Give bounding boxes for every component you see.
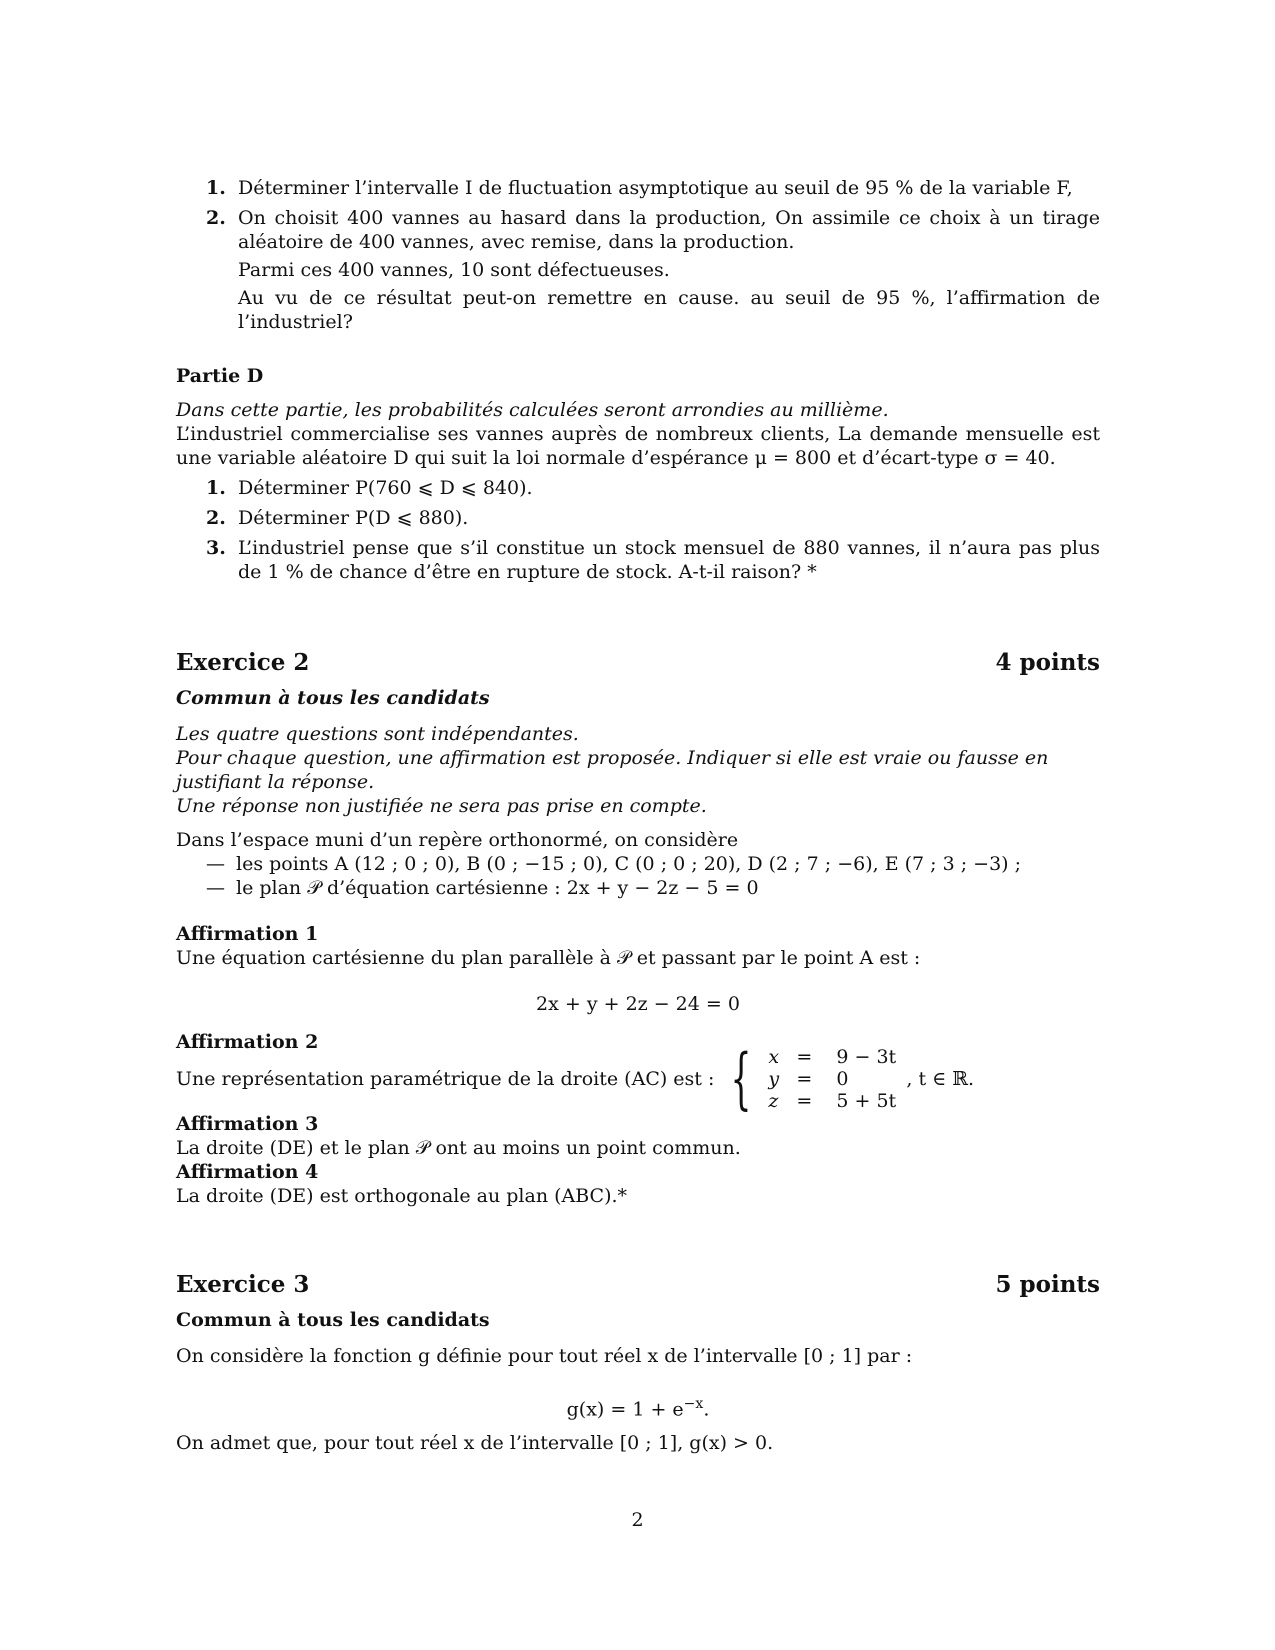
exercise-3-line-2: On admet que, pour tout réel x de l’intervalle [0 ; 1], g(x) > 0. [176,1432,774,1455]
system-value: 9 − 3t [836,1046,897,1068]
partD-item-2 [176,506,1100,530]
instructions [176,722,1100,818]
equation-end: . [703,1398,710,1421]
item-text: Déterminer P(760 ⩽ D ⩽ 840). [238,477,533,499]
item-text: Déterminer l’intervalle I de fluctuation asymptotique au seuil de 95 % de la variable F, [238,177,1073,199]
item-number: 1. [206,177,226,199]
system-var: x [768,1046,780,1068]
partD-item-3 [176,536,1100,584]
exercise-2-header [176,648,1100,678]
exercise-title: Exercice 2 [176,649,310,676]
bullet-points [176,852,1100,876]
parametric-system [768,1046,906,1112]
item-number: 2. [206,507,226,529]
affirmation-1-text: Une équation cartésienne du plan parallèle à 𝒫 et passant par le point A est : [176,947,921,969]
affirmation-2-title: Affirmation 2 [176,1031,319,1053]
exercise-3-line-1: On considère la fonction g définie pour tout réel x de l’intervalle [0 ; 1] par : [176,1345,913,1367]
system-var: y [768,1068,780,1090]
system-suffix: , t ∈ ℝ. [906,1068,975,1090]
system-var: z [768,1090,779,1112]
bullet-text: les points A (12 ; 0 ; 0), B (0 ; −15 ; 0), C (0 ; 0 ; 20), D (2 ; 7 ; −6), E (7 ; 3 ; −3) ; [236,853,1022,875]
partC-item-1 [176,176,1100,200]
dash-mark: — [206,877,225,899]
page-number: 2 [631,1509,644,1531]
item-text: Déterminer P(D ⩽ 880). [238,507,469,529]
system-eq: = [796,1068,813,1090]
bullet-text: le plan 𝒫 d’équation cartésienne : 2x + y − 2z − 5 = 0 [236,877,759,899]
partD-item-1 [176,476,1100,500]
exercise-points: 5 points [995,1271,1100,1298]
partD-title: Partie D [176,365,264,387]
partC-item-2 [176,206,1100,334]
affirmation-3-title: Affirmation 3 [176,1113,319,1135]
item-number: 1. [206,477,226,499]
dash-mark: — [206,853,225,875]
instruction-line: Les quatre questions sont indépendantes. [176,723,579,745]
system-value: 0 [836,1068,849,1090]
equation-body: g(x) = 1 + e [566,1398,684,1421]
instruction-line: Pour chaque question, une affirmation est proposée. Indiquer si elle est vraie ou fausse en justifiant la réponse. [176,747,1049,793]
page-content [176,176,1100,1455]
affirmation-2-text: Une représentation paramétrique de la droite (AC) est : [176,1068,715,1090]
affirmation-1-title: Affirmation 1 [176,923,319,945]
system-eq: = [796,1090,813,1112]
system-value: 5 + 5t [836,1090,897,1112]
exercise-3-subtitle: Commun à tous les candidats [176,1309,490,1331]
system-eq: = [796,1046,813,1068]
exercise-3-header [176,1270,1100,1300]
exercise-points: 4 points [995,649,1100,676]
item-text: Au vu de ce résultat peut-on remettre en cause. au seuil de 95 %, l’affirmation de l’industriel? [238,287,1100,333]
exercise-2-subtitle: Commun à tous les candidats [176,687,490,709]
item-text: L’industriel pense que s’il constitue un stock mensuel de 880 vannes, il n’aura pas plus de 1 % de chance d’être en rupture de stock. A-t-il raison? * [238,537,1100,583]
item-text: Parmi ces 400 vannes, 10 sont défectueuses. [238,259,670,281]
exercise-title: Exercice 3 [176,1271,310,1298]
affirmation-4-title: Affirmation 4 [176,1161,319,1183]
partD-intro-italic: Dans cette partie, les probabilités calculées seront arrondies au millième. [176,399,889,421]
bullet-plane [176,876,1100,900]
item-number: 3. [206,537,226,559]
brace-symbol: { [730,1040,752,1117]
item-number: 2. [206,207,226,229]
context-text: Dans l’espace muni d’un repère orthonormé, on considère [176,829,739,851]
affirmation-3-text: La droite (DE) et le plan 𝒫 ont au moins un point commun. [176,1137,741,1159]
partD-intro: L’industriel commercialise ses vannes auprès de nombreux clients, La demande mensuelle est une variable aléatoire D qui suit la loi normale d’espérance μ = 800 et d’écart-type σ = 40. [176,423,1100,469]
affirmation-4-text: La droite (DE) est orthogonale au plan (ABC).* [176,1185,628,1207]
instruction-line: Une réponse non justifiée ne sera pas prise en compte. [176,795,707,817]
affirmation-1-equation: 2x + y + 2z − 24 = 0 [536,993,740,1015]
function-equation [176,1392,1100,1421]
item-text: On choisit 400 vannes au hasard dans la production, On assimile ce choix à un tirage aléatoire de 400 vannes, avec remise, dans la production. [238,207,1100,253]
equation-exponent: −x [683,1396,704,1412]
